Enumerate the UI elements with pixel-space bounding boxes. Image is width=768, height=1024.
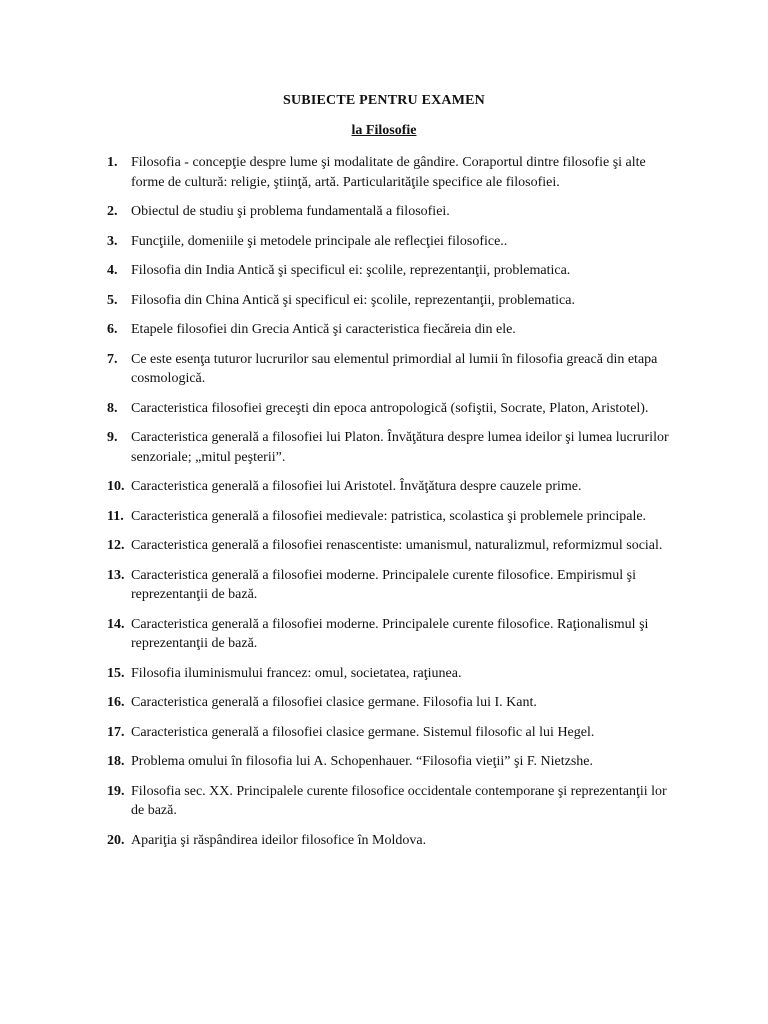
item-text: Caracteristica generală a filosofiei clasice germane. Sistemul filosofic al lui Hegel.	[131, 724, 595, 740]
item-number: 1.	[107, 155, 118, 170]
list-item	[0, 428, 768, 467]
item-number: 13.	[107, 567, 125, 583]
list-item	[0, 350, 768, 389]
item-number: 6.	[107, 322, 118, 337]
item-number: 3.	[107, 233, 118, 249]
item-number: 19.	[107, 783, 125, 799]
item-text: Apariţia şi răspândirea ideilor filosofice în Moldova.	[131, 832, 427, 848]
item-text: Filosofia sec. XX. Principalele curente filosofice occidentale contemporane şi reprezentanţii lor de bază.	[131, 783, 667, 818]
item-number: 2.	[107, 204, 118, 219]
item-text: Problema omului în filosofia lui A. Schopenhauer. “Filosofia vieţii” şi F. Nietzshe.	[131, 754, 593, 769]
list-item	[0, 831, 768, 851]
item-number: 7.	[107, 351, 118, 367]
item-text: Caracteristica generală a filosofiei lui Platon. Învăţătura despre lumea ideilor şi lumea lucrurilor senzoriale; „mitul peşterii”.	[131, 430, 669, 465]
item-text: Etapele filosofiei din Grecia Antică şi caracteristica fiecăreia din ele.	[131, 322, 516, 337]
item-number: 14.	[107, 616, 125, 632]
list-item	[0, 664, 768, 684]
list-item	[0, 782, 768, 821]
exam-questions-list	[0, 153, 768, 860]
item-number: 11.	[107, 508, 124, 524]
list-item	[0, 693, 768, 713]
item-number: 15.	[107, 665, 125, 681]
item-text: Caracteristica generală a filosofiei renascentiste: umanismul, naturalizmul, reformizmul social.	[131, 538, 663, 553]
list-item	[0, 202, 768, 222]
item-text: Filosofia din China Antică şi specificul ei: şcolile, reprezentanţii, problematica.	[131, 292, 575, 308]
item-text: Caracteristica generală a filosofiei medievale: patristica, scolastica şi problemele principale.	[131, 508, 647, 524]
item-text: Caracteristica generală a filosofiei clasice germane. Filosofia lui I. Kant.	[131, 695, 537, 710]
item-text: Filosofia din India Antică şi specificul ei: şcolile, reprezentanţii, problematica.	[131, 263, 571, 278]
list-item	[0, 399, 768, 419]
item-number: 12.	[107, 538, 125, 553]
list-item	[0, 320, 768, 340]
page-title: SUBIECTE PENTRU EXAMEN	[283, 93, 485, 108]
list-item	[0, 291, 768, 311]
list-item	[0, 153, 768, 192]
item-text: Filosofia - concepţie despre lume şi modalitate de gândire. Coraportul dintre filosofie şi alte forme de cultură: religie, ştiinţă, artă. Particularităţile specifice ale filosofiei.	[131, 155, 646, 190]
item-number: 5.	[107, 292, 118, 308]
item-number: 9.	[107, 430, 118, 445]
item-number: 10.	[107, 479, 125, 494]
item-number: 16.	[107, 695, 125, 710]
item-text: Obiectul de studiu şi problema fundamentală a filosofiei.	[131, 204, 450, 219]
list-item	[0, 566, 768, 605]
list-item	[0, 723, 768, 743]
list-item	[0, 752, 768, 772]
list-item	[0, 536, 768, 556]
list-item	[0, 615, 768, 654]
item-text: Caracteristica generală a filosofiei moderne. Principalele curente filosofice. Empirismul şi reprezentanţii de bază.	[131, 567, 636, 602]
item-text: Filosofia iluminismului francez: omul, societatea, raţiunea.	[131, 665, 462, 681]
list-item	[0, 477, 768, 497]
item-number: 8.	[107, 400, 118, 416]
page-subtitle: la Filosofie	[351, 123, 417, 138]
list-item	[0, 232, 768, 252]
item-number: 18.	[107, 754, 125, 769]
item-number: 20.	[107, 832, 125, 848]
item-text: Caracteristica filosofiei greceşti din epoca antropologică (sofiştii, Socrate, Platon, Aristotel).	[131, 400, 649, 416]
list-item	[0, 507, 768, 527]
item-number: 17.	[107, 724, 125, 740]
item-text: Ce este esenţa tuturor lucrurilor sau elementul primordial al lumii în filosofia greacă din etapa cosmologică.	[131, 351, 658, 386]
item-text: Funcţiile, domeniile şi metodele principale ale reflecţiei filosofice..	[131, 233, 508, 249]
list-item	[0, 261, 768, 281]
item-text: Caracteristica generală a filosofiei moderne. Principalele curente filosofice. Raţionalismul şi reprezentanţii de bază.	[131, 616, 649, 651]
item-text: Caracteristica generală a filosofiei lui Aristotel. Învăţătura despre cauzele prime.	[131, 479, 582, 494]
item-number: 4.	[107, 263, 118, 278]
